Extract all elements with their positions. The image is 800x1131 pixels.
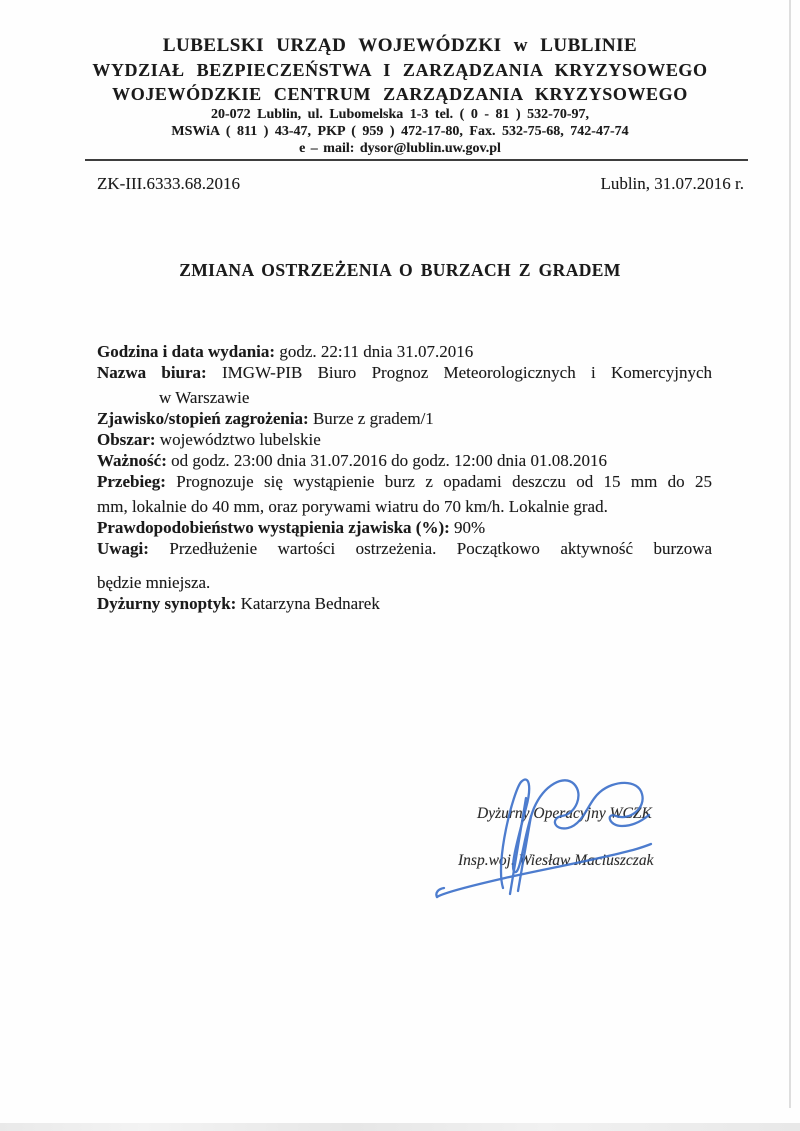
document-title: ZMIANA OSTRZEŻENIA O BURZACH Z GRADEM xyxy=(179,260,621,280)
field-issue-label: Godzina i data wydania: xyxy=(97,342,276,361)
field-office-label: Nazwa biura: xyxy=(97,363,207,382)
field-synoptic xyxy=(97,593,712,614)
field-course-value-line1: Prognozuje się wystąpienie burz z opadami deszczu od 15 mm do 25 xyxy=(176,472,713,491)
field-remarks xyxy=(97,538,712,593)
field-office-value-line1: IMGW-PIB Biuro Prognoz Meteorologicznych i Komercyjnych xyxy=(222,363,712,382)
field-probability-value: 90% xyxy=(454,518,486,537)
field-issue-value: godz. 22:11 dnia 31.07.2016 xyxy=(279,342,474,361)
field-course xyxy=(97,471,712,517)
field-phenomenon xyxy=(97,408,712,429)
field-office-value-line2: w Warszawie xyxy=(159,388,250,407)
address-phone-line: 20-072 Lublin, ul. Lubomelska 1-3 tel. ( 0 - 81 ) 532-70-97, xyxy=(211,107,589,122)
field-validity xyxy=(97,450,712,471)
office-name: LUBELSKI URZĄD WOJEWÓDZKI w LUBLINIE xyxy=(162,35,638,56)
field-probability xyxy=(97,517,712,538)
center-name: WOJEWÓDZKIE CENTRUM ZARZĄDZANIA KRYZYSOWEGO xyxy=(112,84,688,104)
handwritten-signature-icon xyxy=(425,770,697,905)
field-remarks-label: Uwagi: xyxy=(97,539,149,558)
field-office-name xyxy=(97,362,712,408)
scan-edge-bottom xyxy=(0,1123,800,1131)
scan-edge-right xyxy=(789,0,791,1108)
field-remarks-value-line1: Przedłużenie wartości ostrzeżenia. Początkowo aktywność burzowa xyxy=(169,539,713,558)
field-area-value: województwo lubelskie xyxy=(159,430,321,449)
place-and-date: Lublin, 31.07.2016 r. xyxy=(600,174,744,193)
field-validity-value: od godz. 23:00 dnia 31.07.2016 do godz. 12:00 dnia 01.08.2016 xyxy=(171,451,607,470)
letterhead xyxy=(0,0,800,157)
document-body xyxy=(0,281,800,614)
field-phenomenon-label: Zjawisko/stopień zagrożenia: xyxy=(97,409,309,428)
field-course-label: Przebieg: xyxy=(97,472,166,491)
field-remarks-value-line2: będzie mniejsza. xyxy=(97,573,211,592)
field-probability-label: Prawdopodobieństwo wystąpienia zjawiska (%): xyxy=(97,518,450,537)
field-synoptic-value: Katarzyna Bednarek xyxy=(240,594,380,613)
field-validity-label: Ważność: xyxy=(97,451,167,470)
reference-row xyxy=(0,161,800,194)
signature-block xyxy=(425,770,697,905)
signature-role-line: Dyżurny Operacyjny WCZK xyxy=(477,805,652,822)
field-area-label: Obszar: xyxy=(97,430,156,449)
department-name: WYDZIAŁ BEZPIECZEŃSTWA I ZARZĄDZANIA KRYZYSOWEGO xyxy=(92,60,708,80)
field-area xyxy=(97,429,712,450)
field-course-value-line2: mm, lokalnie do 40 mm, oraz porywami wiatru do 70 km/h. Lokalnie grad. xyxy=(97,497,608,516)
field-issue-time xyxy=(97,341,712,362)
email-line: e – mail: dysor@lublin.uw.gov.pl xyxy=(299,141,501,156)
case-number: ZK-III.6333.68.2016 xyxy=(97,174,241,193)
field-synoptic-label: Dyżurny synoptyk: xyxy=(97,594,237,613)
field-phenomenon-value: Burze z gradem/1 xyxy=(312,409,434,428)
phone-fax-line: MSWiA ( 811 ) 43-47, PKP ( 959 ) 472-17-80, Fax. 532-75-68, 742-47-74 xyxy=(171,124,629,139)
signature-name-line: Insp.woj. Wiesław Maciuszczak xyxy=(458,852,654,869)
